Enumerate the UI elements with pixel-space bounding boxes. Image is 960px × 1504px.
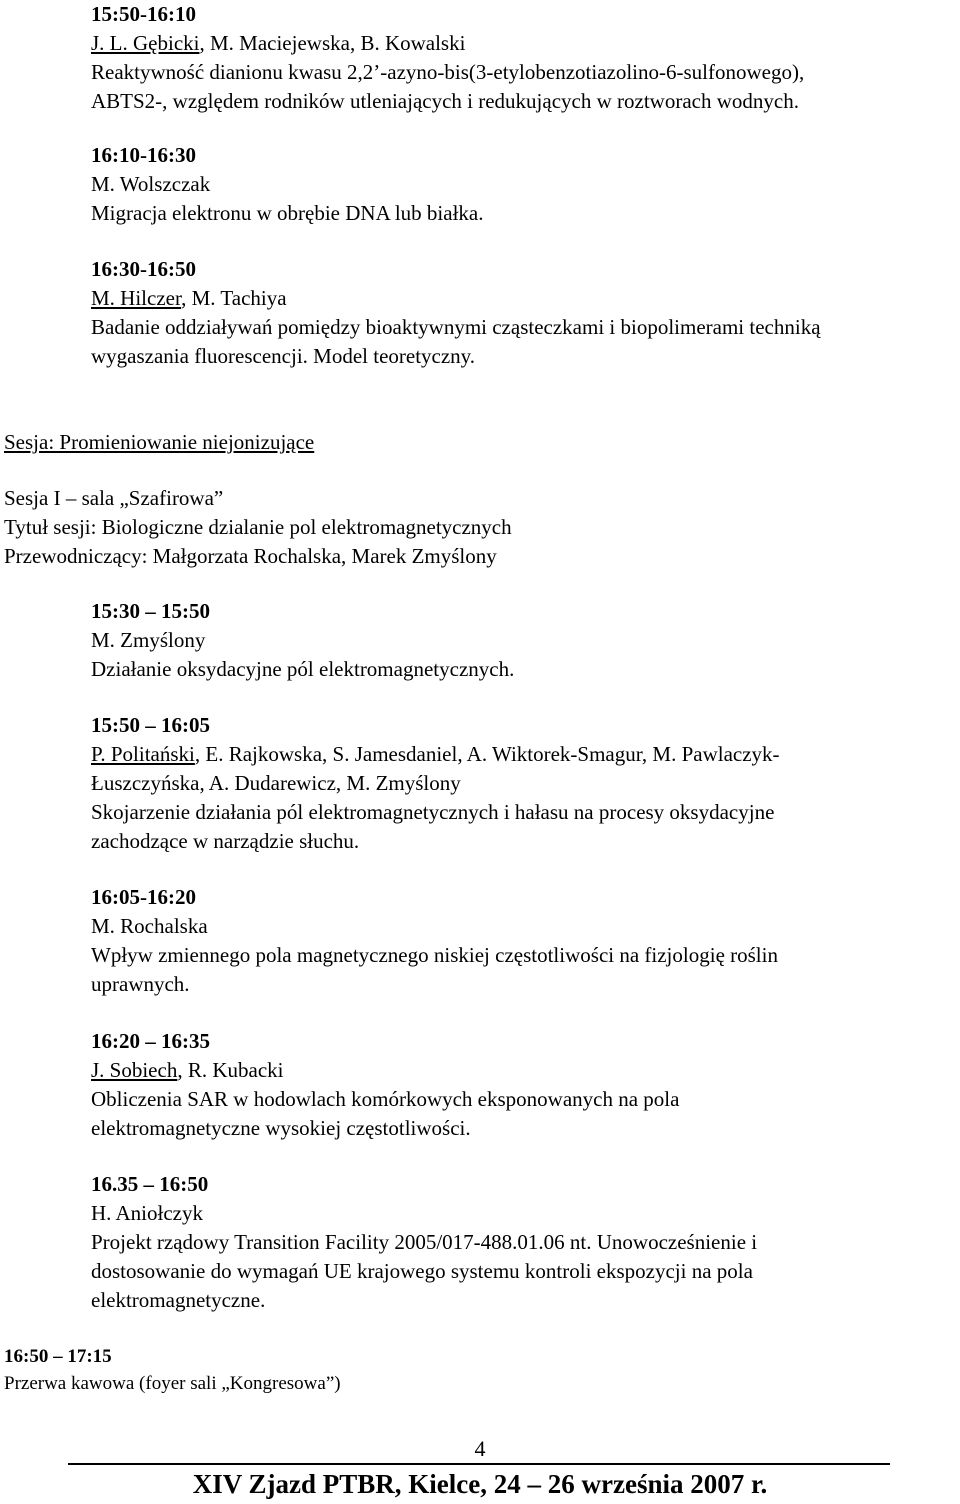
- talk-title-line: Migracja elektronu w obrębie DNA lub białka.: [91, 201, 484, 225]
- talk-title-line: uprawnych.: [91, 972, 190, 996]
- talk-4: [91, 597, 514, 684]
- talk-authors: [91, 284, 821, 313]
- presenting-author: J. Sobiech: [91, 1058, 178, 1082]
- page-number: 4: [474, 1436, 486, 1461]
- talk-title-line: wygaszania fluorescencji. Model teoretyczny.: [91, 344, 476, 368]
- talk-authors: M. Rochalska: [91, 914, 208, 938]
- talk-time: 16.35 – 16:50: [91, 1172, 209, 1196]
- footer-title: XIV Zjazd PTBR, Kielce, 24 – 26 września 2007 r.: [192, 1469, 768, 1499]
- talk-title-line: zachodzące w narządzie słuchu.: [91, 829, 360, 853]
- co-authors: , M. Tachiya: [181, 286, 287, 310]
- talk-authors: [91, 29, 804, 58]
- session-header: [4, 428, 314, 457]
- break-label: Przerwa kawowa (foyer sali „Kongresowa”): [4, 1373, 341, 1394]
- talk-time: 16:10-16:30: [91, 143, 196, 167]
- presenting-author: M. Hilczer: [91, 286, 182, 310]
- footer-divider: [68, 1463, 890, 1465]
- session-chairs: Przewodniczący: Małgorzata Rochalska, Marek Zmyślony: [4, 544, 497, 568]
- talk-time: 16:30-16:50: [91, 257, 196, 281]
- talk-title-line: Skojarzenie działania pól elektromagnetycznych i hałasu na procesy oksydacyjne: [91, 800, 775, 824]
- presenting-author: P. Politański: [91, 742, 195, 766]
- break-time: 16:50 – 17:15: [4, 1346, 112, 1367]
- talk-time: 16:20 – 16:35: [91, 1029, 210, 1053]
- talk-title-line: Działanie oksydacyjne pól elektromagnetycznych.: [91, 657, 515, 681]
- talk-authors: M. Zmyślony: [91, 628, 206, 652]
- coffee-break: [4, 1343, 341, 1397]
- talk-3: [91, 255, 821, 371]
- talk-title-line: dostosowanie do wymagań UE krajowego systemu kontroli ekspozycji na pola: [91, 1259, 753, 1283]
- session-title: Tytuł sesji: Biologiczne dzialanie pol elektromagnetycznych: [4, 515, 512, 539]
- talk-6: [91, 883, 778, 999]
- session-room: Sesja I – sala „Szafirowa”: [4, 486, 224, 510]
- session-info: [4, 484, 512, 571]
- presenting-author: J. L. Gębicki: [91, 31, 200, 55]
- talk-authors: [91, 1056, 679, 1085]
- session-heading: Sesja: Promieniowanie niejonizujące: [4, 430, 315, 454]
- talk-1: [91, 0, 804, 116]
- talk-time: 16:05-16:20: [91, 885, 196, 909]
- talk-authors: [91, 740, 780, 769]
- talk-title-line: Badanie oddziaływań pomiędzy bioaktywnymi cząsteczkami i biopolimerami techniką: [91, 315, 821, 339]
- talk-2: [91, 141, 483, 228]
- talk-time: 15:50 – 16:05: [91, 713, 210, 737]
- co-authors: , M. Maciejewska, B. Kowalski: [199, 31, 466, 55]
- talk-7: [91, 1027, 679, 1143]
- talk-title-line: elektromagnetyczne wysokiej częstotliwości.: [91, 1116, 471, 1140]
- talk-title-line: Reaktywność dianionu kwasu 2,2’-azyno-bis(3-etylobenzotiazolino-6-sulfonowego),: [91, 60, 805, 84]
- talk-authors: H. Aniołczyk: [91, 1201, 203, 1225]
- talk-authors-continued: Łuszczyńska, A. Dudarewicz, M. Zmyślony: [91, 771, 461, 795]
- talk-title-line: Wpływ zmiennego pola magnetycznego niskiej częstotliwości na fizjologię roślin: [91, 943, 778, 967]
- co-authors: , R. Kubacki: [177, 1058, 284, 1082]
- co-authors: , E. Rajkowska, S. Jamesdaniel, A. Wiktorek-Smagur, M. Pawlaczyk-: [194, 742, 780, 766]
- talk-5: [91, 711, 780, 856]
- talk-title-line: elektromagnetyczne.: [91, 1288, 266, 1312]
- talk-authors: M. Wolszczak: [91, 172, 211, 196]
- talk-time: 15:30 – 15:50: [91, 599, 210, 623]
- talk-8: [91, 1170, 757, 1315]
- talk-time: 15:50-16:10: [91, 2, 196, 26]
- talk-title-line: Projekt rządowy Transition Facility 2005/017-488.01.06 nt. Unowocześnienie i: [91, 1230, 758, 1254]
- talk-title-line: ABTS2-, względem rodników utleniających i redukujących w roztworach wodnych.: [91, 89, 799, 113]
- talk-title-line: Obliczenia SAR w hodowlach komórkowych eksponowanych na pola: [91, 1087, 680, 1111]
